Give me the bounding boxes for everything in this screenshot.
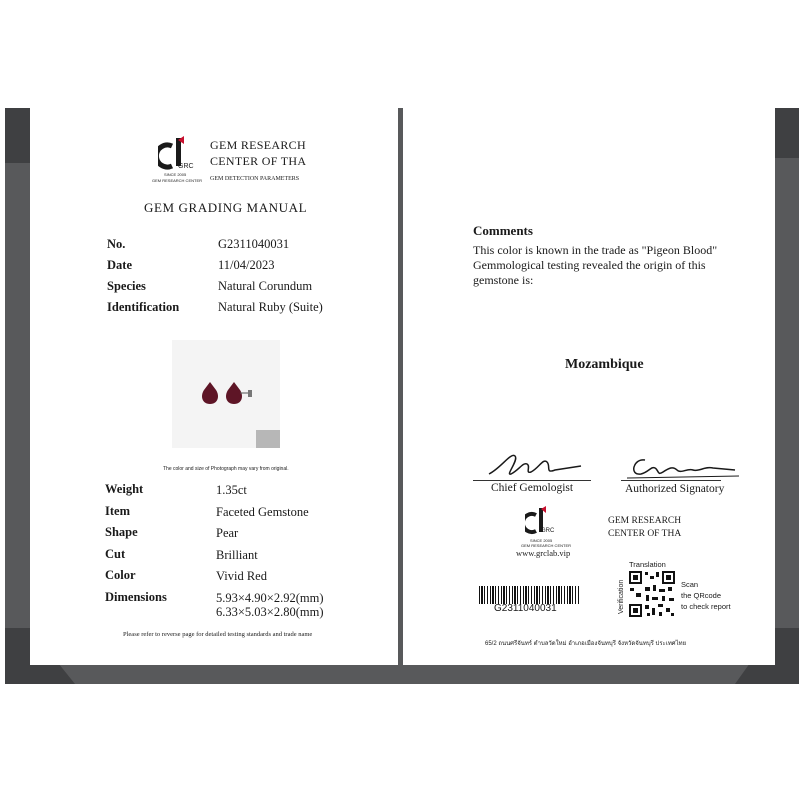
website-url: www.grclab.vip [516, 548, 571, 558]
barcode-image [479, 586, 579, 604]
field-value-color: Vivid Red [216, 569, 267, 583]
org-subtitle: GEM DETECTION PARAMETERS [210, 176, 300, 182]
chief-signature-image [481, 448, 591, 480]
field-value-identification: Natural Ruby (Suite) [218, 300, 323, 314]
field-label-shape: Shape [105, 525, 138, 539]
logo-since: SINCE 2005 [164, 172, 187, 177]
chief-gemologist-label: Chief Gemologist [491, 482, 574, 494]
footer-logo-center: GEM RESEARCH CENTER [521, 543, 572, 548]
field-label-no: No. [107, 237, 126, 251]
org-name-line1: GEM RESEARCH [210, 138, 306, 152]
field-label-dimensions: Dimensions [105, 590, 167, 604]
chief-signature-line [473, 480, 591, 481]
qr-scan-line2: the QRcode [681, 591, 722, 600]
field-value-dimensions-2: 6.33×5.03×2.80(mm) [216, 605, 324, 619]
comments-heading: Comments [473, 223, 533, 238]
field-label-weight: Weight [105, 482, 144, 496]
qr-scan-line1: Scan [681, 580, 699, 589]
manual-title: GEM GRADING MANUAL [144, 200, 308, 215]
authorized-signature-line [621, 480, 721, 481]
field-value-shape: Pear [216, 526, 239, 540]
authorized-signature-image [623, 448, 743, 480]
comments-line-3: gemstone is: [473, 273, 534, 287]
barcode-number: G2311040031 [494, 603, 557, 614]
footer-org-line1: GEM RESEARCH [608, 516, 682, 526]
field-label-species: Species [107, 279, 146, 293]
footer-org-line2: CENTER OF THA [608, 529, 682, 539]
footer-logo-since: SINCE 2005 [530, 538, 553, 543]
photo-caption: The color and size of Photograph may vary from original. [163, 466, 289, 472]
org-name-line2: CENTER OF THA [210, 154, 307, 168]
qr-scan-line3: to check report [681, 602, 731, 611]
origin-country: Mozambique [565, 357, 644, 372]
field-value-species: Natural Corundum [218, 279, 313, 293]
field-label-date: Date [107, 258, 132, 272]
field-value-no: G2311040031 [218, 237, 290, 251]
field-label-color: Color [105, 568, 136, 582]
footer-logo-letters: GRC [541, 528, 555, 534]
field-label-identification: Identification [107, 300, 180, 314]
field-value-dimensions-1: 5.93×4.90×2.92(mm) [216, 591, 324, 605]
right-page [403, 108, 775, 665]
field-value-item: Faceted Gemstone [216, 505, 309, 519]
qr-translation-label: Translation [629, 560, 666, 569]
logo-center: GEM RESEARCH CENTER [152, 178, 203, 183]
comments-line-1: This color is known in the trade as "Pigeon Blood" [473, 243, 718, 257]
footer-note: Please refer to reverse page for detailed testing standards and trade name [123, 631, 313, 638]
field-value-weight: 1.35ct [216, 483, 247, 497]
logo-letters: GRC [178, 163, 194, 170]
qr-code-image [628, 570, 676, 618]
qr-verification-label: Verification [618, 579, 625, 614]
authorized-signatory-label: Authorized Signatory [625, 483, 725, 495]
field-label-cut: Cut [105, 547, 126, 561]
field-label-item: Item [105, 504, 130, 518]
ruby-stud-earrings-image [172, 340, 280, 448]
left-page [30, 108, 398, 665]
comments-line-2: Gemmological testing revealed the origin of this [473, 258, 706, 272]
field-value-cut: Brilliant [216, 548, 258, 562]
gem-photo [172, 340, 280, 448]
thai-address: 65/2 ถนนศรีจันทร์ ตำบลวัดใหม่ อำเภอเมืองจันทบุรี จังหวัดจันทบุรี ประเทศไทย [485, 641, 687, 647]
field-value-date: 11/04/2023 [218, 258, 275, 272]
